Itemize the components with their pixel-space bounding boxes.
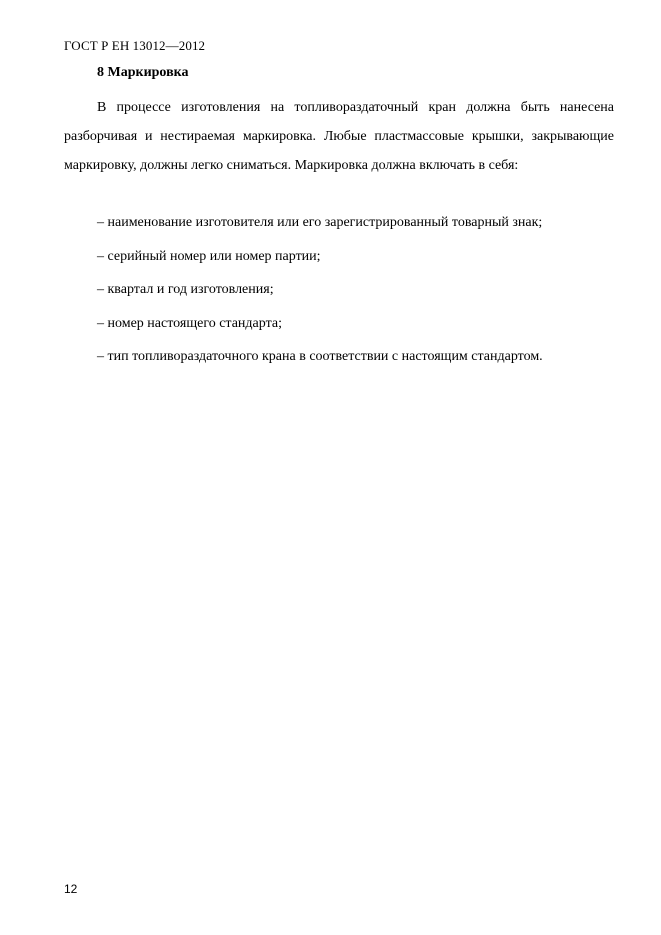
list-item: – тип топливораздаточного крана в соответствии с настоящим стандартом.: [97, 349, 543, 364]
section-title: 8 Маркировка: [97, 65, 189, 80]
list-item: – квартал и год изготовления;: [97, 282, 274, 297]
list-item: – серийный номер или номер партии;: [97, 248, 321, 264]
marking-requirements-list: [97, 206, 543, 374]
section-paragraph: В процессе изготовления на топливораздаточный кран должна быть нанесена разборчивая и нестираемая маркировка. Любые пластмассовые крышки, закрывающие маркировку, должны легко сниматься. Маркировка должна включать в себя:: [64, 100, 614, 173]
page-number: 12: [64, 882, 78, 896]
list-item: – наименование изготовителя или его зарегистрированный товарный знак;: [97, 215, 543, 230]
list-item: – номер настоящего стандарта;: [97, 315, 282, 331]
page-header-standard-code: ГОСТ Р ЕН 13012—2012: [64, 38, 206, 53]
